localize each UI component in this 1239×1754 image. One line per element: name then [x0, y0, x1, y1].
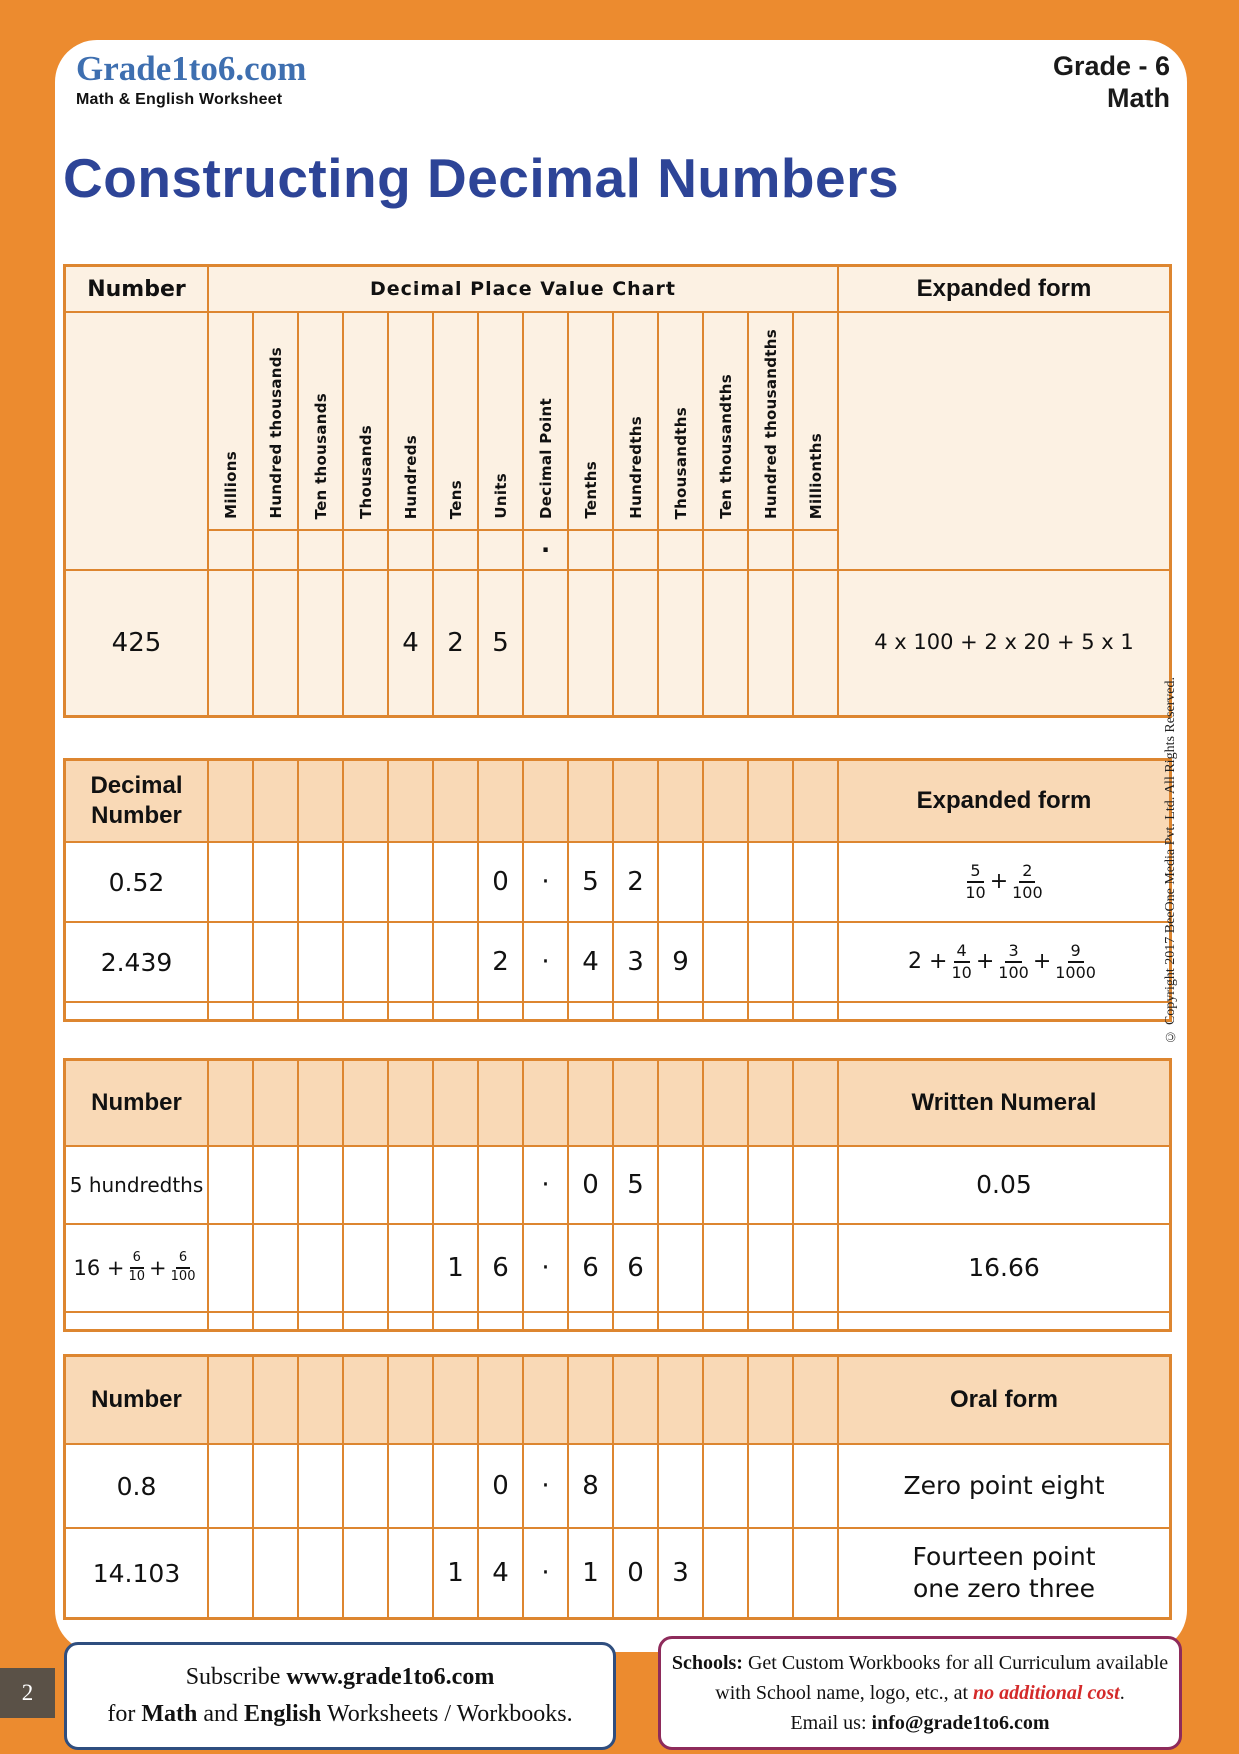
subject-line: Math	[1107, 83, 1170, 114]
empty-cell	[344, 1445, 387, 1527]
site-logo	[76, 50, 306, 109]
empty-cell	[254, 1313, 297, 1329]
fraction: $\frac{6}{100}$	[170, 1250, 196, 1284]
place-value-cell: 5	[479, 571, 522, 715]
empty-cell	[659, 1313, 702, 1329]
empty-cell	[839, 313, 1169, 569]
empty-cell	[659, 1445, 702, 1527]
empty-cell	[209, 1313, 252, 1329]
empty-cell	[299, 1147, 342, 1223]
number-header: Number	[66, 1357, 207, 1443]
place-value-cell: 0	[479, 843, 522, 921]
empty-cell	[434, 1313, 477, 1329]
empty-cell	[299, 923, 342, 1001]
empty-cell	[704, 571, 747, 715]
place-value-cell: 8	[569, 1445, 612, 1527]
fraction: $\frac{2}{100}$	[1012, 860, 1043, 902]
empty-cell	[794, 923, 837, 1001]
empty-cell	[254, 923, 297, 1001]
empty-cell	[794, 1445, 837, 1527]
empty-cell	[794, 1147, 837, 1223]
empty-cell	[344, 531, 387, 569]
empty-cell	[254, 1147, 297, 1223]
oral-form-header: Oral form	[839, 1357, 1169, 1443]
empty-cell	[794, 1003, 837, 1019]
row-label: 2.439	[66, 923, 207, 1001]
empty-cell	[389, 761, 432, 841]
fraction: $\frac{3}{100}$	[998, 940, 1029, 982]
column-header-thousands	[344, 313, 387, 529]
empty-cell	[299, 531, 342, 569]
place-value-cell: 6	[479, 1225, 522, 1311]
number-header: Number	[66, 1061, 207, 1145]
empty-cell	[434, 1445, 477, 1527]
empty-cell	[209, 1225, 252, 1311]
empty-cell	[749, 1313, 792, 1329]
place-value-cell: 6	[569, 1225, 612, 1311]
empty-cell	[704, 531, 747, 569]
empty-cell	[704, 923, 747, 1001]
written-numeral-value: 0.05	[839, 1147, 1169, 1223]
place-value-cell: ·	[524, 531, 567, 569]
empty-cell	[299, 1003, 342, 1019]
row-label: 0.52	[66, 843, 207, 921]
number-column-header: Number	[66, 267, 207, 311]
column-header-millionths	[794, 313, 837, 529]
empty-cell	[659, 1357, 702, 1443]
empty-cell	[479, 1061, 522, 1145]
empty-cell	[479, 1147, 522, 1223]
empty-cell	[479, 1357, 522, 1443]
place-value-cell: 5	[569, 843, 612, 921]
empty-cell	[794, 531, 837, 569]
expanded-form-value: $\frac{5}{10}$ + $\frac{2}{100}$	[839, 843, 1169, 921]
empty-cell	[254, 1529, 297, 1617]
empty-cell	[524, 571, 567, 715]
empty-cell	[749, 571, 792, 715]
empty-cell	[704, 1061, 747, 1145]
written-numeral-header: Written Numeral	[839, 1061, 1169, 1145]
schools-line1: Schools: Get Custom Workbooks for all Curriculum available	[671, 1652, 1169, 1674]
empty-cell	[614, 761, 657, 841]
place-value-cell: 2	[614, 843, 657, 921]
empty-cell	[434, 843, 477, 921]
empty-cell	[569, 571, 612, 715]
empty-cell	[389, 1529, 432, 1617]
empty-cell	[839, 1003, 1169, 1019]
page-title: Constructing Decimal Numbers	[63, 147, 900, 209]
empty-cell	[299, 843, 342, 921]
oral-form-value: Fourteen point one zero three	[839, 1529, 1169, 1617]
column-header-label: Units	[491, 473, 510, 519]
column-header-units	[479, 313, 522, 529]
empty-cell	[794, 761, 837, 841]
place-value-cell: 9	[659, 923, 702, 1001]
empty-cell	[614, 571, 657, 715]
empty-cell	[704, 1313, 747, 1329]
contact-email: info@grade1to6.com	[871, 1712, 1050, 1734]
empty-cell	[704, 1225, 747, 1311]
column-header-label: Thousandths	[671, 406, 690, 519]
empty-cell	[569, 1061, 612, 1145]
empty-cell	[749, 1147, 792, 1223]
empty-cell	[254, 1061, 297, 1145]
empty-cell	[254, 531, 297, 569]
empty-cell	[749, 923, 792, 1001]
empty-cell	[794, 843, 837, 921]
empty-cell	[704, 761, 747, 841]
place-value-cell: ·	[524, 1147, 567, 1223]
empty-cell	[749, 1003, 792, 1019]
column-header-hundreds	[389, 313, 432, 529]
place-value-cell: 1	[434, 1529, 477, 1617]
empty-cell	[524, 1313, 567, 1329]
empty-cell	[749, 843, 792, 921]
empty-cell	[66, 313, 207, 569]
subscribe-url: www.grade1to6.com	[286, 1663, 495, 1690]
empty-cell	[659, 1003, 702, 1019]
empty-cell	[299, 1225, 342, 1311]
column-header-label: Thousands	[356, 425, 375, 519]
empty-cell	[434, 761, 477, 841]
page-number-badge	[0, 1668, 55, 1718]
column-header-label: Millions	[221, 451, 240, 519]
empty-cell	[704, 1445, 747, 1527]
schools-line2: with School name, logo, etc., at no additional cost.	[715, 1682, 1125, 1704]
place-value-cell: 5	[614, 1147, 657, 1223]
tables-container	[63, 264, 1173, 1620]
empty-cell	[434, 531, 477, 569]
row-label: 16 + $\frac{6}{10}$ + $\frac{6}{100}$	[66, 1225, 207, 1311]
place-value-cell: 1	[569, 1529, 612, 1617]
empty-cell	[389, 1445, 432, 1527]
empty-cell	[209, 1061, 252, 1145]
empty-cell	[569, 1357, 612, 1443]
column-header-ten-thousandths	[704, 313, 747, 529]
column-header-thousandths	[659, 313, 702, 529]
oral-form-table	[63, 1354, 1172, 1620]
column-header-label: Hundred thousands	[266, 347, 285, 519]
column-header-decimal-point	[524, 313, 567, 529]
empty-cell	[254, 1357, 297, 1443]
fraction: $\frac{5}{10}$	[965, 860, 986, 902]
place-value-cell: ·	[524, 843, 567, 921]
empty-cell	[659, 571, 702, 715]
empty-cell	[659, 843, 702, 921]
place-value-cell: 3	[614, 923, 657, 1001]
empty-cell	[344, 1147, 387, 1223]
empty-cell	[344, 761, 387, 841]
place-value-cell: ·	[524, 1445, 567, 1527]
empty-cell	[299, 1313, 342, 1329]
empty-cell	[659, 531, 702, 569]
empty-cell	[659, 761, 702, 841]
empty-cell	[479, 531, 522, 569]
empty-cell	[209, 1357, 252, 1443]
empty-cell	[389, 1061, 432, 1145]
place-value-cell: 1	[434, 1225, 477, 1311]
empty-cell	[659, 1147, 702, 1223]
empty-cell	[209, 571, 252, 715]
side-copyright	[1158, 660, 1184, 1060]
column-header-hundredths	[614, 313, 657, 529]
empty-cell	[344, 923, 387, 1001]
empty-cell	[614, 1445, 657, 1527]
empty-cell	[389, 843, 432, 921]
column-header-label: Hundred thousandths	[761, 329, 780, 519]
empty-cell	[434, 1061, 477, 1145]
empty-cell	[479, 1003, 522, 1019]
empty-cell	[434, 1147, 477, 1223]
empty-cell	[254, 571, 297, 715]
empty-cell	[209, 1529, 252, 1617]
empty-cell	[344, 1529, 387, 1617]
empty-cell	[344, 1003, 387, 1019]
expanded-form-value: 2 + $\frac{4}{10}$ + $\frac{3}{100}$ + $\frac{9}{1000}$	[839, 923, 1169, 1001]
empty-cell	[659, 1061, 702, 1145]
empty-cell	[569, 531, 612, 569]
row-label: 5 hundredths	[66, 1147, 207, 1223]
expanded-form-value: 4 x 100 + 2 x 20 + 5 x 1	[839, 571, 1169, 715]
place-value-cell: ·	[524, 1225, 567, 1311]
empty-cell	[299, 1357, 342, 1443]
empty-cell	[344, 1225, 387, 1311]
empty-cell	[479, 761, 522, 841]
empty-cell	[344, 1357, 387, 1443]
subscribe-line1: Subscribe www.grade1to6.com	[185, 1663, 495, 1690]
row-label: 425	[66, 571, 207, 715]
column-header-label: Hundreds	[401, 434, 420, 519]
column-header-hundred-thousandths	[749, 313, 792, 529]
column-header-millions	[209, 313, 252, 529]
empty-cell	[614, 1003, 657, 1019]
empty-cell	[704, 1529, 747, 1617]
empty-cell	[704, 843, 747, 921]
empty-cell	[66, 1003, 207, 1019]
empty-cell	[389, 1357, 432, 1443]
place-value-cell: 2	[479, 923, 522, 1001]
chart-span-header: Decimal Place Value Chart	[209, 267, 837, 311]
place-value-cell: 4	[479, 1529, 522, 1617]
empty-cell	[749, 1061, 792, 1145]
empty-cell	[659, 1225, 702, 1311]
empty-cell	[254, 1445, 297, 1527]
empty-cell	[209, 1147, 252, 1223]
empty-cell	[299, 761, 342, 841]
empty-cell	[749, 1357, 792, 1443]
place-value-cell: ·	[524, 1529, 567, 1617]
empty-cell	[209, 923, 252, 1001]
column-header-tens	[434, 313, 477, 529]
empty-cell	[389, 1147, 432, 1223]
place-value-cell: 0	[569, 1147, 612, 1223]
schools-box	[658, 1636, 1182, 1750]
empty-cell	[299, 1529, 342, 1617]
column-header-label: Millionths	[806, 432, 825, 519]
empty-cell	[66, 1313, 207, 1329]
place-value-chart-table	[63, 264, 1172, 718]
empty-cell	[254, 1225, 297, 1311]
column-header-ten-thousands	[299, 313, 342, 529]
empty-cell	[524, 1003, 567, 1019]
empty-cell	[569, 761, 612, 841]
empty-cell	[389, 923, 432, 1001]
empty-cell	[794, 1529, 837, 1617]
empty-cell	[209, 1003, 252, 1019]
empty-cell	[344, 1061, 387, 1145]
fraction: $\frac{4}{10}$	[951, 940, 972, 982]
no-additional-cost-text: no additional cost	[973, 1682, 1120, 1704]
place-value-cell: 0	[614, 1529, 657, 1617]
empty-cell	[794, 1313, 837, 1329]
empty-cell	[614, 1061, 657, 1145]
empty-cell	[749, 1529, 792, 1617]
place-value-cell: 0	[479, 1445, 522, 1527]
place-value-cell: 4	[389, 571, 432, 715]
row-label: 14.103	[66, 1529, 207, 1617]
place-value-cell: ·	[524, 923, 567, 1001]
subscribe-line2: for Math and English Worksheets / Workbooks.	[107, 1701, 573, 1727]
empty-cell	[344, 1313, 387, 1329]
empty-cell	[254, 761, 297, 841]
empty-cell	[614, 1357, 657, 1443]
column-header-label: Tens	[446, 479, 465, 519]
expanded-form-header: Expanded form	[839, 267, 1169, 311]
place-value-cell: 6	[614, 1225, 657, 1311]
column-header-label: Decimal Point	[536, 398, 555, 519]
empty-cell	[299, 1061, 342, 1145]
empty-cell	[524, 1357, 567, 1443]
empty-cell	[344, 571, 387, 715]
empty-cell	[389, 1313, 432, 1329]
empty-cell	[344, 843, 387, 921]
logo-subtitle: Math & English Worksheet	[76, 90, 283, 108]
empty-cell	[389, 1225, 432, 1311]
copyright-text: © Copyright 2017 BeeOne Media Pvt. Ltd. All Rights Reserved.	[1163, 676, 1178, 1044]
empty-cell	[794, 1061, 837, 1145]
empty-cell	[704, 1357, 747, 1443]
oral-form-value: Zero point eight	[839, 1445, 1169, 1527]
empty-cell	[389, 1003, 432, 1019]
grade-label	[1053, 50, 1170, 115]
column-header-label: Ten thousands	[311, 392, 330, 519]
decimal-number-header: Decimal Number	[66, 761, 207, 841]
empty-cell	[299, 571, 342, 715]
written-numeral-value: 16.66	[839, 1225, 1169, 1311]
written-numeral-table	[63, 1058, 1172, 1332]
empty-cell	[569, 1003, 612, 1019]
fraction: $\frac{6}{10}$	[128, 1250, 146, 1284]
empty-cell	[209, 531, 252, 569]
empty-cell	[524, 761, 567, 841]
column-header-label: Tenths	[581, 461, 600, 519]
page-number: 2	[21, 1680, 34, 1705]
empty-cell	[254, 843, 297, 921]
fraction: $\frac{9}{1000}$	[1055, 940, 1096, 982]
empty-cell	[434, 923, 477, 1001]
empty-cell	[794, 571, 837, 715]
empty-cell	[749, 1225, 792, 1311]
empty-cell	[704, 1147, 747, 1223]
empty-cell	[209, 843, 252, 921]
grade-line: Grade - 6	[1052, 51, 1170, 81]
empty-cell	[389, 531, 432, 569]
logo-title: Grade1to6.com	[76, 49, 307, 88]
empty-cell	[794, 1225, 837, 1311]
empty-cell	[749, 761, 792, 841]
column-header-hundred-thousands	[254, 313, 297, 529]
empty-cell	[569, 1313, 612, 1329]
empty-cell	[749, 1445, 792, 1527]
place-value-cell: 3	[659, 1529, 702, 1617]
expanded-form-header: Expanded form	[839, 761, 1169, 841]
column-header-label: Hundredths	[626, 416, 645, 519]
empty-cell	[254, 1003, 297, 1019]
empty-cell	[434, 1003, 477, 1019]
empty-cell	[209, 761, 252, 841]
empty-cell	[524, 1061, 567, 1145]
empty-cell	[479, 1313, 522, 1329]
empty-cell	[434, 1357, 477, 1443]
decimal-number-table	[63, 758, 1172, 1022]
empty-cell	[704, 1003, 747, 1019]
empty-cell	[794, 1357, 837, 1443]
subscribe-box	[64, 1642, 616, 1750]
empty-cell	[614, 1313, 657, 1329]
column-header-tenths	[569, 313, 612, 529]
place-value-cell: 4	[569, 923, 612, 1001]
column-header-label: Ten thousandths	[716, 374, 735, 519]
empty-cell	[749, 531, 792, 569]
empty-cell	[299, 1445, 342, 1527]
place-value-cell: 2	[434, 571, 477, 715]
empty-cell	[614, 531, 657, 569]
row-label: 0.8	[66, 1445, 207, 1527]
schools-line3: Email us: info@grade1to6.com	[790, 1712, 1050, 1734]
empty-cell	[209, 1445, 252, 1527]
empty-cell	[839, 1313, 1169, 1329]
